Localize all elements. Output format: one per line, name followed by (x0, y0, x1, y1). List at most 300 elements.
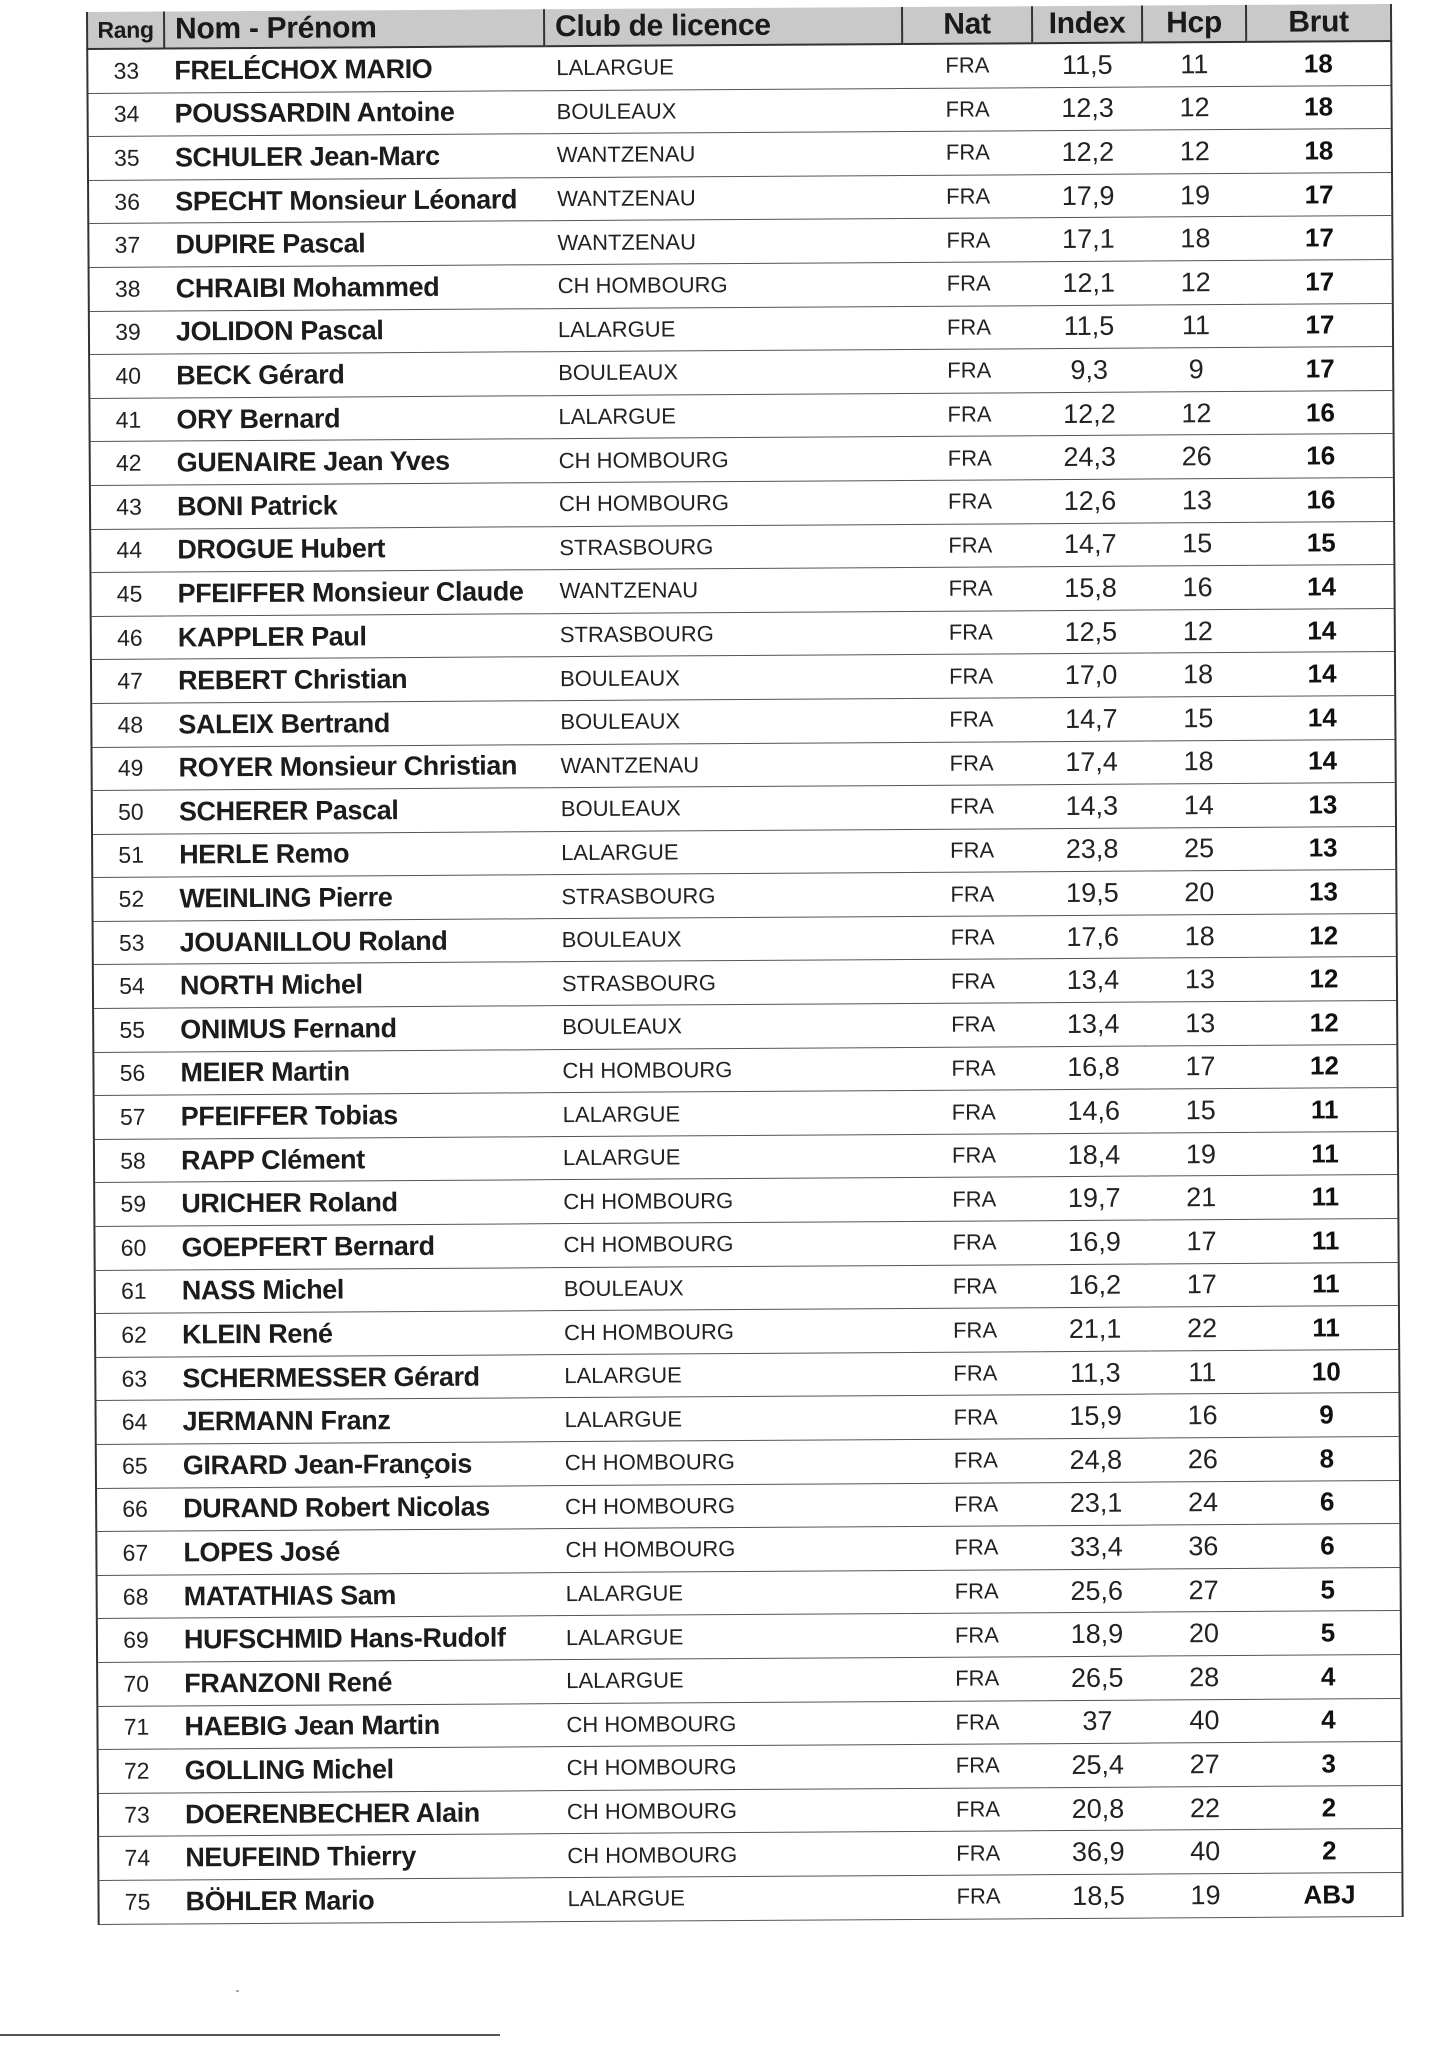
cell-nat: FRA (904, 305, 1034, 349)
cell-rang: 33 (87, 49, 164, 94)
cell-nat: FRA (903, 174, 1033, 218)
cell-club: LALARGUE (552, 1352, 910, 1398)
cell-rang: 62 (95, 1313, 172, 1357)
cell-nat: FRA (906, 654, 1036, 698)
cell-index: 19,5 (1037, 871, 1147, 915)
cell-hcp: 40 (1153, 1830, 1257, 1874)
cell-rang: 70 (97, 1662, 174, 1706)
table-row (87, 41, 1391, 93)
cell-club: LALARGUE (551, 1091, 909, 1137)
cell-nat: FRA (904, 392, 1034, 436)
cell-hcp: 26 (1151, 1437, 1255, 1481)
cell-index: 14,7 (1036, 697, 1146, 741)
cell-brut: 11 (1253, 1175, 1398, 1219)
cell-brut: 2 (1257, 1829, 1402, 1873)
cell-hcp: 18 (1146, 653, 1250, 697)
cell-nom-prenom: ORY Bernard (166, 395, 546, 441)
cell-index: 17,6 (1038, 915, 1148, 959)
cell-club: CH HOMBOURG (553, 1439, 911, 1485)
cell-hcp: 20 (1152, 1612, 1256, 1656)
cell-index: 15,8 (1035, 566, 1145, 610)
cell-club: LALARGUE (544, 44, 902, 90)
cell-hcp: 12 (1143, 130, 1247, 174)
cell-nat: FRA (913, 1875, 1043, 1919)
cell-nom-prenom: LOPES José (173, 1529, 553, 1575)
cell-rang: 36 (88, 180, 165, 224)
cell-club: CH HOMBOURG (547, 437, 905, 483)
cell-hcp: 15 (1146, 696, 1250, 740)
cell-nat: FRA (908, 1003, 1038, 1047)
cell-brut: 4 (1256, 1698, 1401, 1742)
cell-brut: 18 (1247, 129, 1392, 173)
cell-nom-prenom: PFEIFFER Tobias (171, 1093, 551, 1139)
header-nom-prenom: Nom - Prénom (164, 9, 544, 48)
cell-club: LALARGUE (546, 393, 904, 439)
cell-nom-prenom: GOLLING Michel (175, 1747, 555, 1793)
cell-nom-prenom: ROYER Monsieur Christian (168, 744, 548, 790)
cell-club: CH HOMBOURG (551, 1222, 909, 1268)
cell-rang: 71 (97, 1706, 174, 1750)
cell-nom-prenom: JOLIDON Pascal (166, 308, 546, 354)
cell-rang: 40 (89, 354, 166, 398)
cell-nom-prenom: MATATHIAS Sam (174, 1572, 554, 1618)
cell-nom-prenom: POUSSARDIN Antoine (164, 90, 544, 136)
cell-rang: 46 (91, 616, 168, 660)
cell-nom-prenom: NEUFEIND Thierry (175, 1834, 555, 1880)
cell-nom-prenom: CHRAIBI Mohammed (166, 265, 546, 311)
cell-brut: 11 (1253, 1088, 1398, 1132)
cell-hcp: 22 (1153, 1786, 1257, 1830)
cell-rang: 45 (90, 572, 167, 616)
cell-index: 16,8 (1038, 1046, 1148, 1090)
cell-nom-prenom: SCHERER Pascal (169, 788, 549, 834)
cell-nom-prenom: SPECHT Monsieur Léonard (165, 177, 545, 223)
cell-hcp: 17 (1150, 1263, 1254, 1307)
cell-rang: 63 (95, 1357, 172, 1401)
cell-rang: 35 (88, 136, 165, 180)
cell-hcp: 12 (1144, 260, 1248, 304)
cell-brut: 16 (1249, 434, 1394, 478)
cell-brut: 6 (1255, 1524, 1400, 1568)
cell-index: 14,7 (1035, 523, 1145, 567)
cell-club: BOULEAUX (550, 1004, 908, 1050)
cell-nat: FRA (912, 1613, 1042, 1657)
cell-nom-prenom: NASS Michel (172, 1267, 552, 1313)
cell-brut: 12 (1252, 1001, 1397, 1045)
cell-club: CH HOMBOURG (553, 1527, 911, 1573)
cell-club: CH HOMBOURG (553, 1483, 911, 1529)
cell-hcp: 21 (1149, 1176, 1253, 1220)
cell-rang: 59 (94, 1182, 171, 1226)
cell-index: 17,0 (1036, 653, 1146, 697)
cell-rang: 44 (90, 529, 167, 573)
cell-hcp: 26 (1145, 435, 1249, 479)
cell-index: 14,6 (1039, 1089, 1149, 1133)
cell-nat: FRA (904, 262, 1034, 306)
cell-hcp: 11 (1144, 304, 1248, 348)
cell-nat: FRA (910, 1352, 1040, 1396)
cell-club: LALARGUE (551, 1134, 909, 1180)
cell-index: 11,5 (1034, 305, 1144, 349)
cell-nat: FRA (909, 1177, 1039, 1221)
cell-nom-prenom: JERMANN Franz (172, 1398, 552, 1444)
cell-nom-prenom: KAPPLER Paul (168, 613, 548, 659)
header-nat: Nat (902, 6, 1032, 44)
cell-nom-prenom: SCHERMESSER Gérard (172, 1354, 552, 1400)
cell-brut: 4 (1256, 1654, 1401, 1698)
cell-index: 17,4 (1036, 741, 1146, 785)
cell-nat: FRA (905, 436, 1035, 480)
cell-index: 15,9 (1040, 1394, 1150, 1438)
scan-speck (236, 1990, 239, 1992)
cell-nat: FRA (906, 698, 1036, 742)
cell-nat: FRA (907, 828, 1037, 872)
cell-nom-prenom: BECK Gérard (166, 352, 546, 398)
cell-index: 19,7 (1039, 1176, 1149, 1220)
cell-brut: 6 (1255, 1480, 1400, 1524)
cell-hcp: 19 (1143, 173, 1247, 217)
cell-hcp: 27 (1153, 1743, 1257, 1787)
cell-nom-prenom: BÖHLER Mario (175, 1878, 555, 1924)
cell-brut: 11 (1254, 1262, 1399, 1306)
cell-club: CH HOMBOURG (546, 262, 904, 308)
cell-index: 11,3 (1040, 1351, 1150, 1395)
cell-nat: FRA (910, 1395, 1040, 1439)
cell-hcp: 15 (1145, 522, 1249, 566)
cell-nat: FRA (912, 1657, 1042, 1701)
cell-rang: 56 (93, 1052, 170, 1096)
cell-index: 12,5 (1036, 610, 1146, 654)
cell-hcp: 15 (1149, 1089, 1253, 1133)
cell-rang: 37 (88, 223, 165, 267)
cell-club: CH HOMBOURG (551, 1178, 909, 1224)
cell-nat: FRA (906, 741, 1036, 785)
cell-rang: 53 (93, 921, 170, 965)
cell-nat: FRA (909, 1221, 1039, 1265)
cell-index: 14,3 (1037, 784, 1147, 828)
cell-rang: 66 (96, 1488, 173, 1532)
cell-brut: ABJ (1257, 1872, 1402, 1916)
cell-rang: 47 (91, 659, 168, 703)
cell-club: LALARGUE (555, 1875, 913, 1921)
cell-nat: FRA (910, 1308, 1040, 1352)
cell-nom-prenom: RAPP Clément (171, 1137, 551, 1183)
cell-nat: FRA (905, 480, 1035, 524)
cell-rang: 64 (95, 1400, 172, 1444)
cell-nat: FRA (906, 610, 1036, 654)
cell-nom-prenom: HAEBIG Jean Martin (174, 1703, 554, 1749)
cell-club: CH HOMBOURG (554, 1701, 912, 1747)
cell-club: WANTZENAU (545, 175, 903, 221)
cell-index: 16,2 (1040, 1264, 1150, 1308)
cell-hcp: 11 (1150, 1350, 1254, 1394)
cell-nom-prenom: DROGUE Hubert (167, 526, 547, 572)
cell-brut: 15 (1249, 521, 1394, 565)
cell-club: BOULEAUX (550, 916, 908, 962)
cell-brut: 14 (1250, 695, 1395, 739)
cell-rang: 39 (89, 311, 166, 355)
cell-nat: FRA (910, 1264, 1040, 1308)
cell-nom-prenom: NORTH Michel (170, 962, 550, 1008)
cell-index: 17,9 (1033, 174, 1143, 218)
cell-brut: 16 (1249, 477, 1394, 521)
cell-rang: 41 (89, 398, 166, 442)
cell-club: STRASBOURG (547, 524, 905, 570)
cell-club: BOULEAUX (546, 350, 904, 396)
cell-nat: FRA (909, 1090, 1039, 1134)
cell-nat: FRA (908, 1046, 1038, 1090)
cell-index: 12,2 (1033, 130, 1143, 174)
results-table (86, 4, 1404, 1924)
cell-index: 23,1 (1041, 1482, 1151, 1526)
cell-rang: 50 (92, 790, 169, 834)
cell-nom-prenom: GIRARD Jean-François (173, 1442, 553, 1488)
cell-rang: 57 (94, 1095, 171, 1139)
cell-rang: 49 (91, 747, 168, 791)
cell-rang: 34 (87, 93, 164, 137)
cell-index: 12,6 (1035, 479, 1145, 523)
header-rang: Rang (87, 12, 164, 49)
cell-rang: 69 (97, 1618, 174, 1662)
cell-brut: 16 (1248, 390, 1393, 434)
cell-hcp: 18 (1146, 740, 1250, 784)
cell-index: 33,4 (1041, 1525, 1151, 1569)
cell-nom-prenom: KLEIN René (172, 1311, 552, 1357)
cell-brut: 14 (1249, 565, 1394, 609)
cell-nat: FRA (911, 1439, 1041, 1483)
cell-hcp: 18 (1143, 217, 1247, 261)
cell-nom-prenom: FRELÉCHOX MARIO (164, 46, 544, 92)
cell-club: LALARGUE (549, 829, 907, 875)
cell-brut: 12 (1252, 957, 1397, 1001)
cell-nat: FRA (905, 523, 1035, 567)
cell-index: 25,4 (1043, 1743, 1153, 1787)
cell-index: 9,3 (1034, 348, 1144, 392)
cell-rang: 58 (94, 1139, 171, 1183)
cell-brut: 14 (1250, 608, 1395, 652)
cell-nat: FRA (912, 1700, 1042, 1744)
cell-hcp: 25 (1147, 827, 1251, 871)
cell-nat: FRA (903, 131, 1033, 175)
cell-rang: 74 (98, 1836, 175, 1880)
cell-brut: 17 (1248, 259, 1393, 303)
table-body (87, 41, 1402, 1924)
cell-index: 36,9 (1043, 1830, 1153, 1874)
cell-club: LALARGUE (546, 306, 904, 352)
cell-hcp: 13 (1148, 958, 1252, 1002)
cell-hcp: 13 (1148, 1001, 1252, 1045)
cell-index: 17,1 (1033, 217, 1143, 261)
cell-hcp: 28 (1152, 1655, 1256, 1699)
cell-nom-prenom: BONI Patrick (167, 483, 547, 529)
cell-nat: FRA (913, 1744, 1043, 1788)
cell-nat: FRA (909, 1134, 1039, 1178)
cell-nom-prenom: REBERT Christian (168, 657, 548, 703)
cell-nom-prenom: GOEPFERT Bernard (171, 1224, 551, 1270)
cell-club: CH HOMBOURG (555, 1788, 913, 1834)
cell-club: BOULEAUX (548, 655, 906, 701)
cell-index: 23,8 (1037, 828, 1147, 872)
cell-rang: 48 (91, 703, 168, 747)
cell-hcp: 17 (1149, 1219, 1253, 1263)
cell-nat: FRA (905, 567, 1035, 611)
cell-club: LALARGUE (554, 1657, 912, 1703)
cell-club: STRASBOURG (550, 960, 908, 1006)
cell-hcp: 12 (1142, 86, 1246, 130)
cell-brut: 10 (1254, 1349, 1399, 1393)
header-hcp: Hcp (1142, 5, 1246, 43)
cell-index: 11,5 (1032, 43, 1142, 88)
cell-brut: 14 (1250, 739, 1395, 783)
cell-index: 37 (1042, 1700, 1152, 1744)
cell-club: STRASBOURG (549, 873, 907, 919)
cell-brut: 17 (1248, 303, 1393, 347)
cell-nom-prenom: JOUANILLOU Roland (170, 919, 550, 965)
cell-club: WANTZENAU (548, 742, 906, 788)
cell-hcp: 16 (1150, 1394, 1254, 1438)
cell-rang: 55 (93, 1008, 170, 1052)
cell-index: 18,4 (1039, 1133, 1149, 1177)
cell-nat: FRA (903, 218, 1033, 262)
cell-index: 16,9 (1039, 1220, 1149, 1264)
cell-brut: 5 (1256, 1567, 1401, 1611)
cell-rang: 38 (89, 267, 166, 311)
cell-nom-prenom: SALEIX Bertrand (168, 701, 548, 747)
cell-nat: FRA (913, 1787, 1043, 1831)
cell-brut: 11 (1253, 1131, 1398, 1175)
cell-club: STRASBOURG (548, 611, 906, 657)
cell-rang: 54 (93, 964, 170, 1008)
cell-brut: 13 (1251, 826, 1396, 870)
cell-club: BOULEAUX (549, 786, 907, 832)
cell-hcp: 16 (1145, 566, 1249, 610)
cell-index: 25,6 (1042, 1569, 1152, 1613)
cell-hcp: 9 (1144, 348, 1248, 392)
cell-club: CH HOMBOURG (555, 1745, 913, 1791)
cell-hcp: 19 (1149, 1132, 1253, 1176)
header-club: Club de licence (544, 7, 902, 46)
cell-brut: 17 (1247, 172, 1392, 216)
cell-club: WANTZENAU (545, 132, 903, 178)
cell-brut: 3 (1257, 1742, 1402, 1786)
cell-rang: 60 (94, 1226, 171, 1270)
cell-index: 26,5 (1042, 1656, 1152, 1700)
cell-hcp: 24 (1151, 1481, 1255, 1525)
cell-brut: 14 (1250, 652, 1395, 696)
cell-hcp: 36 (1151, 1525, 1255, 1569)
cell-rang: 68 (97, 1575, 174, 1619)
cell-club: CH HOMBOURG (555, 1832, 913, 1878)
cell-nom-prenom: URICHER Roland (171, 1180, 551, 1226)
cell-hcp: 11 (1142, 42, 1246, 87)
cell-index: 20,8 (1043, 1787, 1153, 1831)
cell-nat: FRA (907, 872, 1037, 916)
cell-index: 18,9 (1042, 1612, 1152, 1656)
cell-nat: FRA (911, 1482, 1041, 1526)
cell-brut: 18 (1246, 41, 1391, 86)
cell-nom-prenom: DURAND Robert Nicolas (173, 1485, 553, 1531)
cell-club: WANTZENAU (547, 568, 905, 614)
cell-brut: 11 (1253, 1219, 1398, 1263)
cell-club: LALARGUE (554, 1614, 912, 1660)
cell-club: WANTZENAU (545, 219, 903, 265)
cell-index: 12,3 (1032, 87, 1142, 131)
cell-nom-prenom: MEIER Martin (170, 1049, 550, 1095)
table-row (98, 1872, 1402, 1924)
cell-brut: 18 (1246, 85, 1391, 129)
footer-rule (0, 2034, 500, 2036)
header-index: Index (1032, 6, 1142, 44)
cell-nat: FRA (907, 785, 1037, 829)
cell-nom-prenom: HUFSCHMID Hans-Rudolf (174, 1616, 554, 1662)
cell-nat: FRA (902, 43, 1032, 88)
cell-nom-prenom: GUENAIRE Jean Yves (167, 439, 547, 485)
cell-rang: 51 (92, 834, 169, 878)
cell-hcp: 27 (1152, 1568, 1256, 1612)
cell-brut: 2 (1257, 1785, 1402, 1829)
cell-hcp: 13 (1145, 478, 1249, 522)
cell-brut: 5 (1256, 1611, 1401, 1655)
cell-brut: 11 (1254, 1306, 1399, 1350)
cell-nom-prenom: ONIMUS Fernand (170, 1006, 550, 1052)
cell-rang: 67 (96, 1531, 173, 1575)
cell-rang: 61 (95, 1270, 172, 1314)
cell-nom-prenom: SCHULER Jean-Marc (165, 134, 545, 180)
cell-brut: 8 (1255, 1437, 1400, 1481)
cell-rang: 73 (98, 1793, 175, 1837)
cell-hcp: 12 (1146, 609, 1250, 653)
cell-index: 13,4 (1038, 1002, 1148, 1046)
cell-brut: 9 (1254, 1393, 1399, 1437)
cell-brut: 17 (1247, 216, 1392, 260)
cell-brut: 12 (1252, 1044, 1397, 1088)
cell-brut: 12 (1252, 913, 1397, 957)
cell-brut: 13 (1251, 870, 1396, 914)
cell-nat: FRA (904, 349, 1034, 393)
cell-club: BOULEAUX (544, 88, 902, 134)
cell-nat: FRA (902, 87, 1032, 131)
cell-hcp: 20 (1147, 871, 1251, 915)
cell-nom-prenom: DOERENBECHER Alain (175, 1790, 555, 1836)
cell-index: 24,3 (1035, 435, 1145, 479)
cell-nom-prenom: WEINLING Pierre (169, 875, 549, 921)
cell-nat: FRA (911, 1526, 1041, 1570)
cell-hcp: 12 (1144, 391, 1248, 435)
cell-club: LALARGUE (554, 1570, 912, 1616)
cell-rang: 52 (92, 877, 169, 921)
cell-club: CH HOMBOURG (552, 1309, 910, 1355)
cell-rang: 65 (96, 1444, 173, 1488)
cell-index: 18,5 (1043, 1874, 1153, 1918)
cell-club: CH HOMBOURG (547, 480, 905, 526)
cell-rang: 75 (98, 1880, 175, 1924)
cell-nom-prenom: HERLE Remo (169, 831, 549, 877)
cell-hcp: 18 (1148, 914, 1252, 958)
cell-club: BOULEAUX (552, 1265, 910, 1311)
cell-rang: 42 (90, 441, 167, 485)
cell-nat: FRA (912, 1569, 1042, 1613)
cell-index: 24,8 (1041, 1438, 1151, 1482)
cell-nom-prenom: DUPIRE Pascal (165, 221, 545, 267)
cell-hcp: 22 (1150, 1307, 1254, 1351)
header-brut: Brut (1246, 4, 1391, 42)
cell-club: BOULEAUX (548, 698, 906, 744)
cell-index: 21,1 (1040, 1307, 1150, 1351)
cell-index: 13,4 (1038, 959, 1148, 1003)
cell-nom-prenom: FRANZONI René (174, 1660, 554, 1706)
cell-index: 12,2 (1034, 392, 1144, 436)
cell-club: LALARGUE (552, 1396, 910, 1442)
